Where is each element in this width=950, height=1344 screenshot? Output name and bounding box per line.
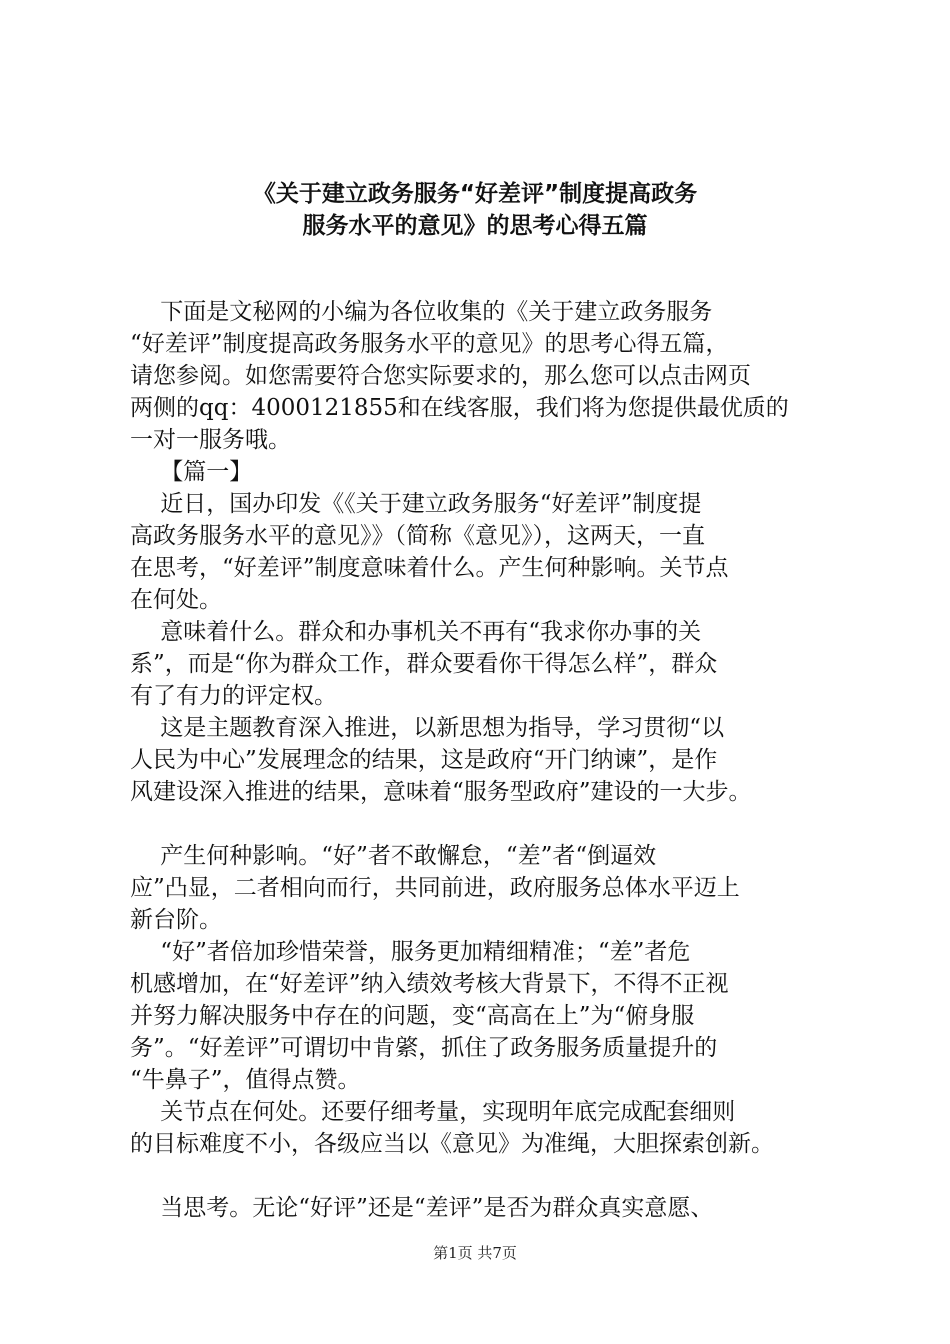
- body-text-line: 【篇一】: [130, 459, 253, 485]
- document-title: [110, 178, 840, 242]
- body-text-line: “好”者倍加珍惜荣誉，服务更加精细精准；“差”者危: [130, 939, 691, 965]
- body-text-line: 一对一服务哦。: [130, 427, 291, 453]
- body-text-line: 关节点在何处。还要仔细考量，实现明年底完成配套细则: [130, 1099, 736, 1125]
- body-text-line: 务”。“好差评”可谓切中肯綮，抓住了政务服务质量提升的: [130, 1035, 718, 1061]
- body-text-line: 人民为中心”发展理念的结果，这是政府“开门纳谏”，是作: [130, 747, 718, 773]
- blank-line: [130, 808, 842, 840]
- body-text-line: 产生何种影响。“好”者不敢懈怠，“差”者“倒逼效: [130, 843, 657, 869]
- body-text-line: “好差评”制度提高政务服务水平的意见》的思考心得五篇，: [130, 331, 729, 357]
- body-text-line: 近日，国办印发《《关于建立政务服务“好差评”制度提: [130, 491, 702, 517]
- body-text-line: 在思考，“好差评”制度意味着什么。产生何种影响。关节点: [130, 555, 729, 581]
- body-text-line: 新台阶。: [130, 907, 222, 933]
- body-text-line: 系”，而是“你为群众工作，群众要看你干得怎么样”，群众: [130, 651, 718, 677]
- body-text-line: 请您参阅。如您需要符合您实际要求的，那么您可以点击网页: [130, 363, 751, 389]
- body-text-line: 两侧的qq：4000121855和在线客服，我们将为您提供最优质的: [130, 395, 789, 421]
- body-text-line: 机感增加，在“好差评”纳入绩效考核大背景下，不得不正视: [130, 971, 729, 997]
- body-text-line: 这是主题教育深入推进，以新思想为指导，学习贯彻“以: [130, 715, 725, 741]
- title-line-1: 《关于建立政务服务“好差评”制度提高政务: [252, 181, 698, 207]
- body-text-line: 下面是文秘网的小编为各位收集的《关于建立政务服务: [130, 299, 713, 325]
- body-text-line: 有了有力的评定权。: [130, 683, 337, 709]
- body-text-line: “牛鼻子”，值得点赞。: [130, 1067, 361, 1093]
- body-text-line: 风建设深入推进的结果，意味着“服务型政府”建设的一大步。: [130, 779, 752, 805]
- blank-line: [130, 1160, 842, 1192]
- body-text-line: 的目标难度不小，各级应当以《意见》为准绳，大胆探索创新。: [130, 1131, 774, 1157]
- body-text-line: 并努力解决服务中存在的问题，变“高高在上”为“俯身服: [130, 1003, 695, 1029]
- body-text-line: 当思考。无论“好评”还是“差评”是否为群众真实意愿、: [130, 1195, 714, 1221]
- body-text-line: 高政务服务水平的意见》》（简称《意见》），这两天，一直: [130, 523, 705, 549]
- document-body: [130, 296, 842, 1224]
- body-text-line: 在何处。: [130, 587, 222, 613]
- page-footer: 第1页 共7页: [433, 1244, 517, 1262]
- title-line-2: 服务水平的意见》的思考心得五篇: [302, 213, 648, 239]
- body-text-line: 意味着什么。群众和办事机关不再有“我求你办事的关: [130, 619, 702, 645]
- body-text-line: 应”凸显，二者相向而行，共同前进，政府服务总体水平迈上: [130, 875, 740, 901]
